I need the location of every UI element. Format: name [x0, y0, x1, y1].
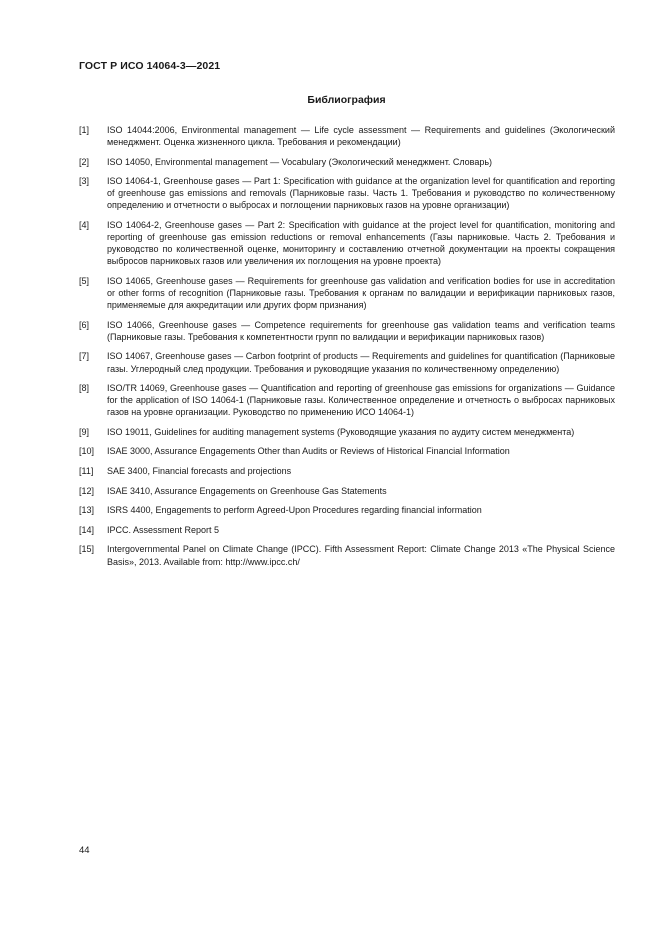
entry-text: IPCC. Assessment Report 5 [107, 524, 220, 535]
bibliography-entry-2 [79, 156, 615, 168]
entry-text: ISRS 4400, Engagements to perform Agreed-Upon Procedures regarding financial information [107, 505, 482, 516]
bibliography-entry-15 [79, 543, 615, 567]
entry-number: [14] [79, 524, 95, 535]
entry-number: [15] [79, 544, 95, 555]
entry-text: ISO 14067, Greenhouse gases — Carbon footprint of products — Requirements and guidelines for quantification (Парниковые газы. Углеродный след продукции. Требования и руководящие указания по количественному определению) [107, 351, 615, 374]
entry-number: [11] [79, 466, 94, 477]
bibliography-entry-11 [79, 465, 615, 477]
bibliography-entry-12 [79, 485, 615, 497]
bibliography-entry-6 [79, 319, 615, 343]
entry-text: ISO/TR 14069, Greenhouse gases — Quantification and reporting of greenhouse gas emissions for organizations — Guidance for the application of ISO 14064-1 (Парниковые газы. Количественное определение и отчетность о выбросах парниковых газов на уровне организации. Руководство по применению ИСО 14064-1) [107, 383, 615, 418]
entry-number: [2] [79, 156, 90, 167]
bibliography-entry-10 [79, 445, 615, 457]
bibliography-entry-14 [79, 524, 615, 536]
entry-number: [6] [79, 319, 90, 330]
entry-text: SAE 3400, Financial forecasts and projections [107, 466, 292, 477]
bibliography-entry-1 [79, 124, 615, 148]
entry-text: ISAE 3000, Assurance Engagements Other than Audits or Reviews of Historical Financial Information [107, 446, 510, 457]
entry-text: ISO 14064-1, Greenhouse gases — Part 1: Specification with guidance at the organization level for quantification and reporting of greenhouse gas emissions and removals (Парниковые газы. Часть 1. Требования и руководство по количественному определению и отчетности о выбросах и поглощении парниковых газов на уровне организации) [107, 176, 615, 211]
bibliography-entry-9 [79, 426, 615, 438]
bibliography-entry-4 [79, 219, 615, 267]
bibliography-entry-13 [79, 504, 615, 516]
entry-number: [8] [79, 383, 90, 394]
document-code-header: ГОСТ Р ИСО 14064-3—2021 [79, 60, 221, 72]
entry-text: ISO 19011, Guidelines for auditing management systems (Руководящие указания по аудиту систем менеджмента) [107, 426, 575, 437]
entry-number: [1] [79, 125, 90, 135]
bibliography-entry-7 [79, 350, 615, 374]
bibliography-list [79, 124, 615, 575]
entry-text: ISO 14044:2006, Environmental management — Life cycle assessment — Requirements and guidelines (Экологический менеджмент. Оценка жизненного цикла. Требования и рекомендации) [107, 125, 615, 148]
entry-number: [9] [79, 426, 90, 437]
entry-number: [7] [79, 351, 90, 362]
entry-number: [3] [79, 176, 90, 187]
entry-text: ISO 14050, Environmental management — Vocabulary (Экологический менеджмент. Словарь) [107, 156, 493, 167]
bibliography-title [0, 94, 661, 106]
entry-number: [4] [79, 220, 90, 231]
bibliography-entry-5 [79, 275, 615, 311]
entry-text: ISO 14064-2, Greenhouse gases — Part 2: Specification with guidance at the project level for quantification, monitoring and reporting of greenhouse gas emission reductions or removal enhancements (Газы парниковые. Часть 2. Требования и руководство по количественной оценке, мониторингу и составлению отчетной документации на проекты сокращения выбросов парниковых газов или увеличения их поглощения на уровне проекта) [107, 220, 615, 267]
entry-text: ISO 14066, Greenhouse gases — Competence requirements for greenhouse gas validation teams and verification teams (Парниковые газы. Требования к компетентности групп по валидации и верификации парниковых газов) [107, 319, 615, 342]
entry-number: [13] [79, 505, 95, 516]
entry-number: [12] [79, 485, 95, 496]
entry-number: [10] [79, 446, 95, 457]
page-number: 44 [79, 845, 90, 856]
bibliography-entry-8 [79, 382, 615, 418]
entry-number: [5] [79, 275, 90, 286]
entry-text: ISO 14065, Greenhouse gases — Requirements for greenhouse gas validation and verification bodies for use in accreditation or other forms of recognition (Парниковые газы. Требования к органам по валидации и верификации парниковых газов, применяемые для аккредитации или других форм признания) [107, 275, 615, 311]
bibliography-entry-3 [79, 175, 615, 211]
bibliography-title-text: Библиография [307, 94, 386, 106]
entry-text: ISAE 3410, Assurance Engagements on Greenhouse Gas Statements [107, 485, 387, 496]
entry-text: Intergovernmental Panel on Climate Change (IPCC). Fifth Assessment Report: Climate Change 2013 «The Physical Science Basis», 2013. Available from: http://www.ipcc.ch/ [107, 544, 615, 567]
